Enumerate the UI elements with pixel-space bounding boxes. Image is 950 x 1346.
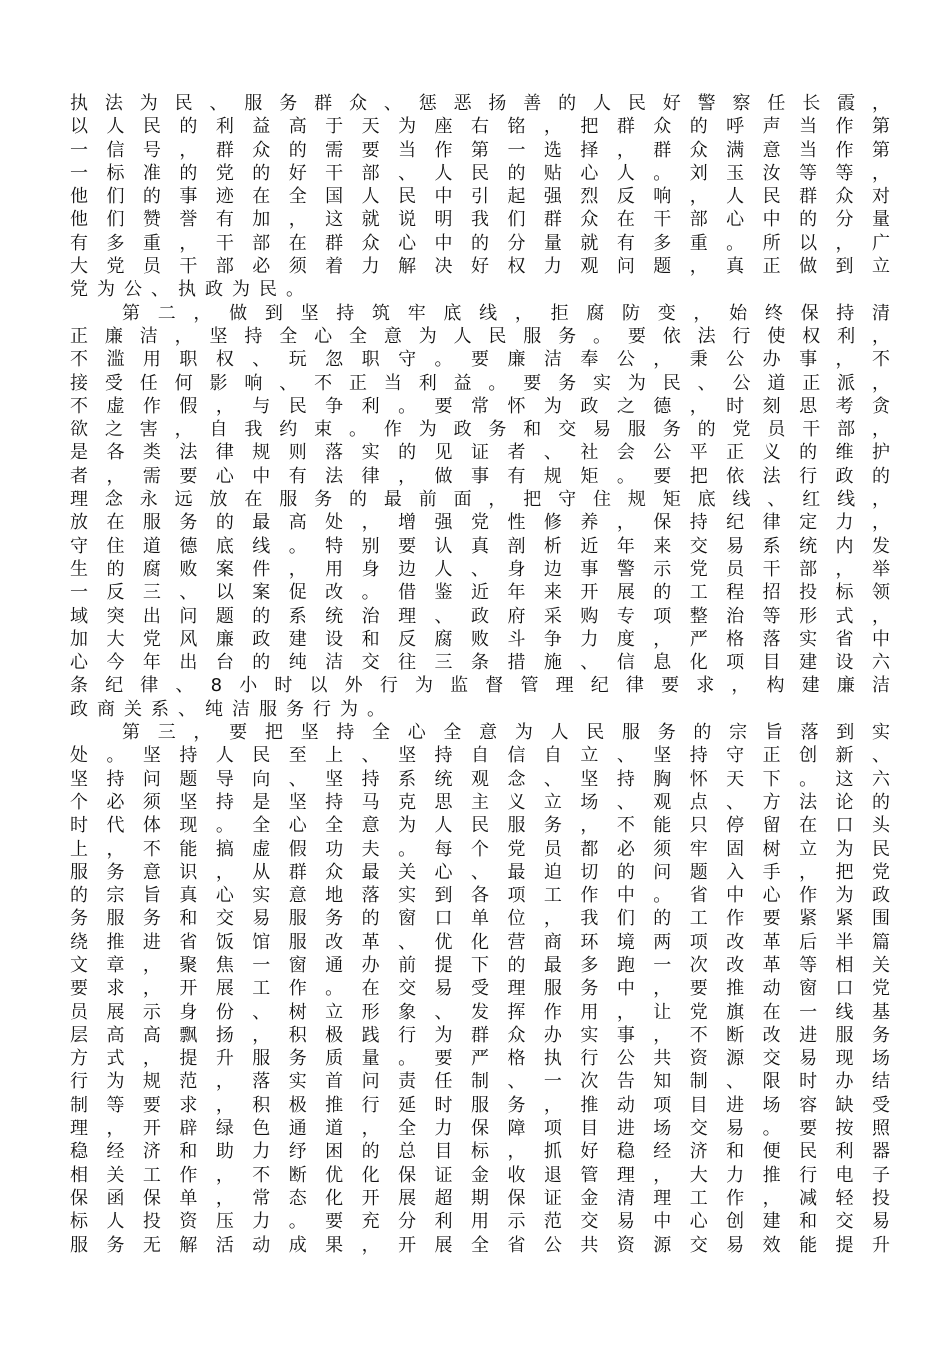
text-line: 域突出问题的系统治理、政府采购专项整治等形式， [70,605,890,627]
text-line: 正廉洁，坚持全心全意为人民服务。要依法行使权利， [70,325,890,347]
text-line: 执法为民、服务群众、惩恶扬善的人民好警察任长霞， [70,93,890,114]
text-line: 以人民的利益高于天为座右铭，把群众的呼声当作第 [70,116,890,138]
text-line: 一信号，群众的需要当作第一选择，群众满意当作第 [70,139,890,161]
text-line: 制等要求，积极推行延时服务，推动项目进场容缺受 [70,1094,890,1116]
text-line: 生的腐败案件，用身边人、身边事警示党员干部，举 [70,558,890,580]
document-body [70,92,890,1257]
text-line: 是各类法律规则落实的见证者、社会公平正义的维护 [70,442,890,464]
text-line: 个必须坚持是坚持马克思主义立场、观点、方法论的 [70,791,890,813]
text-line: 守住道德底线。特别要认真剖析近年来交易系统内发 [70,535,890,557]
text-line: 第三，要把坚持全心全意为人民服务的宗旨落到实 [122,722,890,744]
text-line: 他们的事迹在全国人民中引起强烈反响，人民群众对 [70,186,890,208]
text-line: 理，开辟绿色通道，全力保障项目进场交易。要按照 [70,1118,890,1140]
text-line: 一反三、以案促改。借鉴近年来开展的工程招投标领 [70,582,890,604]
text-line: 接受任何影响、不正当利益。要务实为民、公道正派， [70,372,890,394]
text-line: 上，不能搞虚假功夫。每个党员都必须牢固树立为民 [70,838,890,860]
text-line: 行为规范，落实首问责任制、一次告知制、限时办结 [70,1071,890,1093]
text-line: 服务意识，从群众最关心、最迫切的问题入手，把党 [70,861,890,883]
text-line: 者，需要心中有法律，做事有规矩。要把依法行政的 [70,465,890,487]
text-line: 层高高飘扬，积极践行为群众办实事，不断改进服务 [70,1024,890,1046]
text-line: 服务无解活动成果，开展全省公共资源交易效能提升 [70,1234,890,1256]
text-line: 保函保单，常态化开展超期保证金清理工作，减轻投 [70,1187,890,1209]
text-line: 放在服务的最高处，增强党性修养，保持纪律定力， [70,512,890,534]
text-line: 要求，开展工作。在交易受理服务中，要推动窗口党 [70,978,890,1000]
text-line: 方式，提升服务质量。要严格执行公共资源交易现场 [70,1048,890,1070]
text-line: 相关工作，不断优化保证金收退管理，大力推行电子 [70,1164,890,1186]
text-line: 条纪律、8小时以外行为监督管理纪律要求，构建廉洁 [70,675,890,697]
text-line: 处。坚持人民至上、坚持自信自立、坚持守正创新、 [70,745,890,767]
text-line: 坚持问题导向、坚持系统观念、坚持胸怀天下。这六 [70,768,890,790]
text-line: 欲之害，自我约束。作为政务和交易服务的党员干部， [70,419,890,441]
text-line: 理念永远放在服务的最前面，把守住规矩底线、红线， [70,489,890,511]
text-line: 政商关系、纯洁服务行为。 [70,698,394,720]
text-line: 绕推进省饭馆服改革、优化营商环境两项改革后半篇 [70,931,890,953]
text-line: 他们赞誉有加，这就说明我们群众在干部心中的分量 [70,209,890,231]
text-line: 加大党风廉政建设和反腐败斗争力度，严格落实省中 [70,628,890,650]
text-line: 标人投资压力。要充分利用示范交易中心创建和交易 [70,1211,890,1233]
text-line: 时代体现。全心全意为人民服务，不能只停留在口头 [70,815,890,837]
text-line: 一标准的党的好干部、人民的贴心人。刘玉汝等等， [70,162,890,184]
text-line: 文章，聚焦一窗通办前提下的最多跑一次改革等相关 [70,954,890,976]
text-line: 有多重，干部在群众心中的分量就有多重。所以，广 [70,232,890,254]
text-line: 党为公、执政为民。 [70,279,313,301]
text-line: 务服务和交易服务的窗口单位，我们的工作要紧紧围 [70,908,890,930]
text-line: 稳经济和助力纾困的总目标，抓好稳经济和便民利器 [70,1141,890,1163]
text-line: 的宗旨真心实意地落实到各项工作中。省中心作为政 [70,885,890,907]
text-line: 不虚作假，与民争利。要常怀为政之德，时刻思考贪 [70,395,890,417]
text-line: 心今年出台的纯洁交往三条措施、信息化项目建设六 [70,652,890,674]
text-line: 第二，做到坚持筑牢底线，拒腐防变，始终保持清 [122,302,890,324]
text-line: 员展示身份、树立形象、发挥作用，让党旗在一线基 [70,1001,890,1023]
text-line: 大党员干部必须着力解决好权力观问题，真正做到立 [70,256,890,278]
text-line: 不滥用职权、玩忽职守。要廉洁奉公，秉公办事，不 [70,349,890,371]
